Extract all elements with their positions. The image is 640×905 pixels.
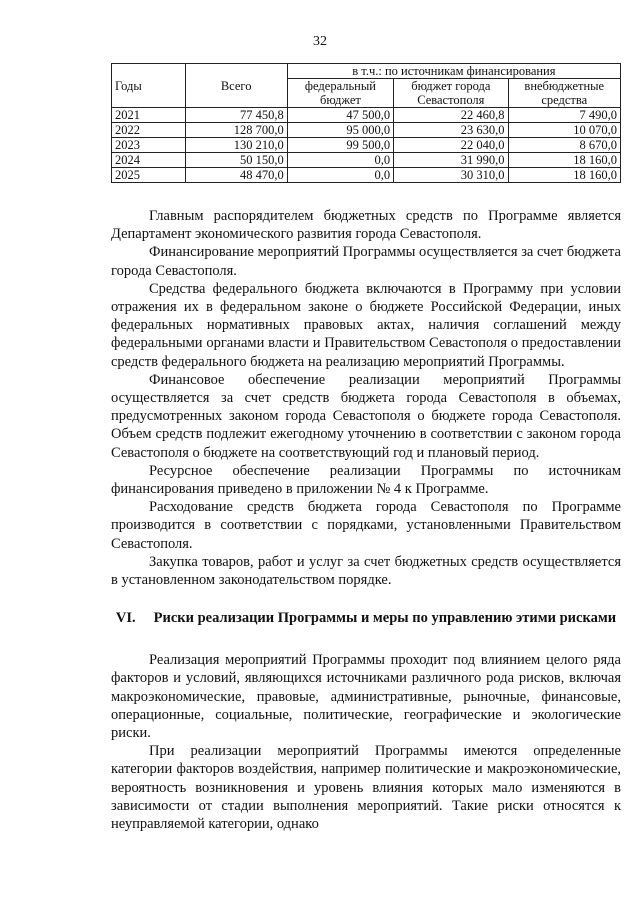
paragraph: Главным распорядителем бюджетных средств по Программе является Департамент экономического развития города Севастополя. (111, 208, 621, 243)
header-group: в т.ч.: по источникам финансирования (287, 64, 620, 79)
header-total: Всего (185, 64, 287, 108)
row-year: 2023 (112, 138, 186, 153)
row-city: 22 040,0 (394, 138, 508, 153)
section-title: Риски реализации Программы и меры по управлению этими рисками (153, 610, 617, 627)
paragraph: Расходование средств бюджета города Севастополя по Программе производится в соответствии с порядками, установленными Правительством Севастополя. (111, 499, 621, 552)
paragraph: Закупка товаров, работ и услуг за счет бюджетных средств осуществляется в установленном законодательством порядке. (111, 553, 621, 589)
paragraph: Средства федерального бюджета включаются в Программу при условии отражения их в федеральном законе о бюджете Российской Федерации, иных федеральных нормативных правовых актах, наличия соглашений между федеральными органами власти и Правительством Севастополя о предоставлении средств федерального бюджета на реализацию мероприятий Программы. (111, 280, 621, 370)
section-number: VI. (115, 610, 136, 627)
table-row (112, 168, 621, 183)
row-federal: 99 500,0 (287, 138, 393, 153)
financing-table (111, 63, 621, 183)
row-extra: 10 070,0 (508, 123, 620, 138)
row-total: 128 700,0 (185, 123, 287, 138)
row-extra: 18 160,0 (508, 168, 620, 183)
row-city: 22 460,8 (394, 108, 508, 123)
header-city: бюджет города Севастополя (394, 79, 508, 108)
row-city: 30 310,0 (394, 168, 508, 183)
table-row (112, 123, 621, 138)
row-year: 2024 (112, 153, 186, 168)
table-row (112, 138, 621, 153)
page-number: 32 (313, 34, 327, 49)
row-city: 31 990,0 (394, 153, 508, 168)
row-federal: 0,0 (287, 153, 393, 168)
row-year: 2021 (112, 108, 186, 123)
paragraph: Реализация мероприятий Программы проходит под влиянием целого ряда факторов и условий, являющихся источниками различного рода рисков, включая макроэкономические, правовые, административные, рыночные, финансовые, операционные, социальные, политические, географические и экологические риски. (111, 652, 621, 742)
section-heading (111, 609, 621, 627)
row-city: 23 630,0 (394, 123, 508, 138)
row-federal: 95 000,0 (287, 123, 393, 138)
header-extra: внебюджетные средства (508, 79, 620, 108)
row-federal: 0,0 (287, 168, 393, 183)
row-extra: 18 160,0 (508, 153, 620, 168)
row-total: 130 210,0 (185, 138, 287, 153)
row-year: 2025 (112, 168, 186, 183)
row-total: 77 450,8 (185, 108, 287, 123)
row-federal: 47 500,0 (287, 108, 393, 123)
row-extra: 7 490,0 (508, 108, 620, 123)
document-body (111, 207, 621, 833)
header-years: Годы (112, 64, 186, 108)
table-row (112, 153, 621, 168)
row-year: 2022 (112, 123, 186, 138)
paragraph: При реализации мероприятий Программы имеются определенные категории факторов воздействия, например политические и макроэкономические, вероятность возникновения и уровень влияния которых мало изменяются в зависимости от стадии выполнения мероприятий. Такие риски относятся к неуправляемой категории, однако (111, 743, 621, 833)
row-total: 48 470,0 (185, 168, 287, 183)
row-total: 50 150,0 (185, 153, 287, 168)
paragraph: Финансирование мероприятий Программы осуществляется за счет бюджета города Севастополя. (111, 244, 621, 279)
paragraph: Финансовое обеспечение реализации мероприятий Программы осуществляется за счет средств бюджета города Севастополя в объемах, предусмотренных законом города Севастополя о бюджете города Севастополя. Объем средств подлежит ежегодному уточнению в соответствии с законом города Севастополя о бюджете на соответствующий год и плановый период. (111, 371, 621, 461)
table-row (112, 108, 621, 123)
header-federal: федеральный бюджет (287, 79, 393, 108)
row-extra: 8 670,0 (508, 138, 620, 153)
paragraph: Ресурсное обеспечение реализации Программы по источникам финансирования приведено в приложении № 4 к Программе. (111, 462, 621, 498)
